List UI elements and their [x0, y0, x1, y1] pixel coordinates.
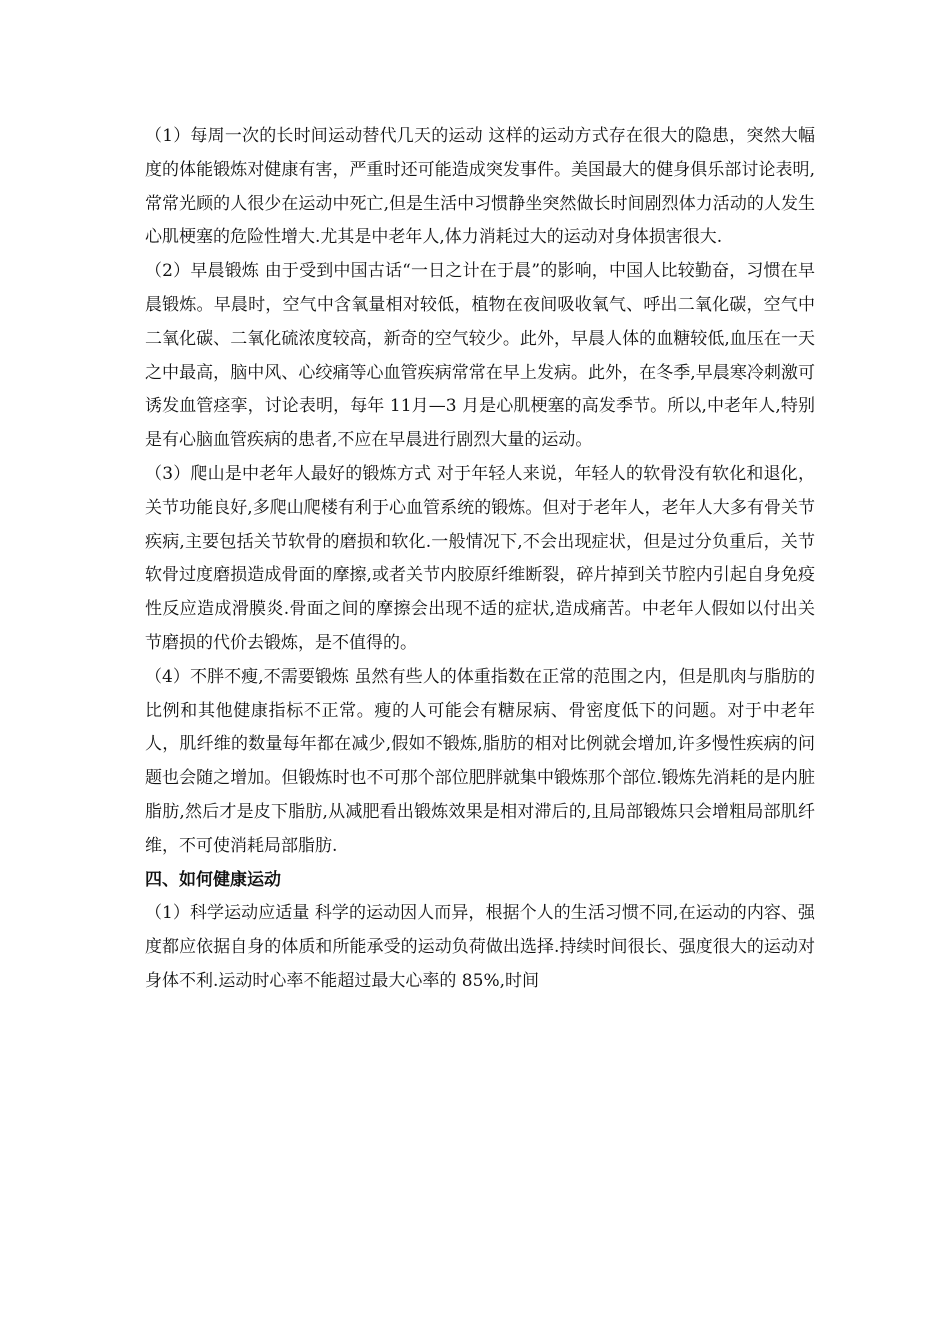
- document-page: [145, 120, 815, 999]
- paragraph-scientific-exercise: （1）科学运动应适量 科学的运动因人而异，根据个人的生活习惯不同,在运动的内容、强度都应依据自身的体质和所能承受的运动负荷做出选择.持续时间很长、强度很大的运动对身体不利.运动时心率不能超过最大心率的 85%,时间: [145, 903, 815, 991]
- section-heading: 四、如何健康运动: [145, 869, 281, 890]
- paragraph-morning-exercise: （2）早晨锻炼 由于受到中国古话“一日之计在于晨”的影响，中国人比较勤奋，习惯在早晨锻炼。早晨时，空气中含氧量相对较低，植物在夜间吸收氧气、呼出二氧化碳，空气中二氧化碳、二氧化硫浓度较高，新奇的空气较少。此外，早晨人体的血糖较低,血压在一天之中最高，脑中风、心绞痛等心血管疾病常常在早上发病。此外，在冬季,早晨寒冷刺激可诱发血管痉挛，讨论表明，每年 11月—3 月是心肌梗塞的高发季节。所以,中老年人,特别是有心脑血管疾病的患者,不应在早晨进行剧烈大量的运动。: [145, 261, 815, 451]
- paragraph-long-exercise-replacement: （1）每周一次的长时间运动替代几天的运动 这样的运动方式存在很大的隐患，突然大幅度的体能锻炼对健康有害，严重时还可能造成突发事件。美国最大的健身俱乐部讨论表明,常常光顾的人很少在运动中死亡,但是生活中习惯静坐突然做长时间剧烈体力活动的人发生心肌梗塞的危险性增大.尤其是中老年人,体力消耗过大的运动对身体损害很大.: [145, 126, 815, 248]
- paragraph-not-fat-not-thin: （4）不胖不瘦,不需要锻炼 虽然有些人的体重指数在正常的范围之内，但是肌肉与脂肪的比例和其他健康指标不正常。瘦的人可能会有糖尿病、骨密度低下的问题。对于中老年人，肌纤维的数量每年都在减少,假如不锻炼,脂肪的相对比例就会增加,许多慢性疾病的问题也会随之增加。但锻炼时也不可那个部位肥胖就集中锻炼那个部位.锻炼先消耗的是内脏脂肪,然后才是皮下脂肪,从减肥看出锻炼效果是相对滞后的,且局部锻炼只会增粗局部肌纤维，不可使消耗局部脂肪.: [145, 666, 815, 856]
- paragraph-mountain-climbing: （3）爬山是中老年人最好的锻炼方式 对于年轻人来说，年轻人的软骨没有软化和退化，关节功能良好,多爬山爬楼有利于心血管系统的锻炼。但对于老年人，老年人大多有骨关节疾病,主要包括关节软骨的磨损和软化.一般情况下,不会出现症状，但是过分负重后，关节软骨过度磨损造成骨面的摩擦,或者关节内胶原纤维断裂，碎片掉到关节腔内引起自身免疫性反应造成滑膜炎.骨面之间的摩擦会出现不适的症状,造成痛苦。中老年人假如以付出关节磨损的代价去锻炼，是不值得的。: [145, 463, 815, 653]
